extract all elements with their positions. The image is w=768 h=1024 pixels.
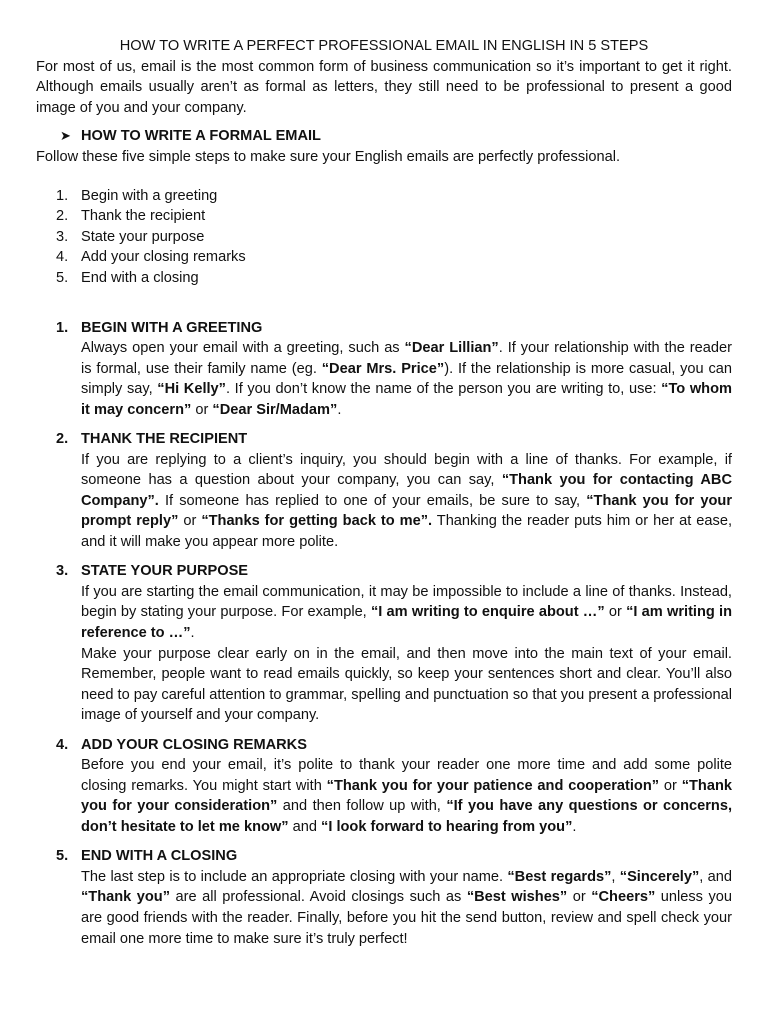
text-run: Before you end your email, it’s polite to thank your reader one more time and add some polite closing remarks. You might start with xyxy=(81,757,732,794)
text-run: or xyxy=(191,401,213,418)
text-run: If you are replying to a client’s inquiry, you should begin with a line of thanks. For example, if someone has a question about your company, you can say, xyxy=(81,451,732,489)
bold-phrase: “Thank you for your patience and cooperation” xyxy=(326,777,660,794)
step-heading: THANK THE RECIPIENT xyxy=(81,431,248,448)
step-section xyxy=(36,735,732,838)
overview-item-number: 1. xyxy=(56,187,69,204)
bold-phrase: “Thank you for contacting ABC Company”. xyxy=(81,472,732,509)
bold-phrase: “Dear Lillian” xyxy=(404,340,499,357)
text-run: or xyxy=(604,604,627,621)
overview-item-text: End with a closing xyxy=(81,269,199,286)
text-run: Thanking the reader puts him or her at ease, and it will make you appear more polite. xyxy=(81,513,733,551)
overview-item-number: 3. xyxy=(56,228,69,245)
bold-phrase: “Dear Mrs. Price” xyxy=(321,360,445,377)
step-number: 4. xyxy=(56,736,69,753)
text-run: If you are starting the email communication, it may be impossible to include a line of thanks. Instead, begin by stating your purpose. For example, xyxy=(81,583,732,621)
text-run: ). If the relationship is more casual, you can simply say, xyxy=(81,360,732,398)
overview-list-item xyxy=(36,268,732,289)
text-run: or xyxy=(659,777,682,794)
bold-phrase: “I am writing to enquire about …” xyxy=(370,604,605,621)
step-heading: END WITH A CLOSING xyxy=(81,848,238,865)
bold-phrase: “Thank you for your consideration” xyxy=(81,777,732,815)
text-run: The last step is to include an appropriate closing with your name. xyxy=(81,868,508,885)
text-run: unless you are good friends with the reader. Finally, before you hit the send button, review and spell check your email one more time to make sure it’s truly perfect! xyxy=(81,889,733,947)
bold-phrase: “Dear Sir/Madam” xyxy=(212,401,338,418)
overview-list-item xyxy=(36,206,732,227)
arrow-bullet-icon: ➤ xyxy=(60,128,71,144)
overview-item-number: 2. xyxy=(56,208,69,225)
bold-phrase: “Cheers” xyxy=(591,889,656,906)
text-run: . xyxy=(190,625,195,642)
overview-list-item xyxy=(36,186,732,207)
bold-phrase: “Thanks for getting back to me”. xyxy=(201,513,433,530)
text-run: . xyxy=(572,818,577,835)
text-run: or xyxy=(178,513,202,530)
text-run: . If you don’t know the name of the person you are writing to, use: xyxy=(225,381,662,398)
step-section xyxy=(36,318,732,421)
step-heading: STATE YOUR PURPOSE xyxy=(81,563,249,580)
bold-phrase: “Thank you” xyxy=(81,889,171,906)
step-body-paragraph xyxy=(81,867,732,949)
step-body-paragraph xyxy=(81,338,732,420)
overview-list-item xyxy=(36,247,732,268)
text-run: are all professional. Avoid closings such as xyxy=(170,889,467,906)
section-heading xyxy=(36,126,732,147)
section-intro: Follow these five simple steps to make sure your English emails are perfectly professional. xyxy=(36,148,621,165)
text-run: , and xyxy=(699,868,732,885)
bold-phrase: “Sincerely” xyxy=(619,868,700,885)
text-run: Always open your email with a greeting, such as xyxy=(81,340,405,357)
step-section xyxy=(36,846,732,949)
text-run: . xyxy=(337,401,342,418)
text-run: . If your relationship with the reader is formal, use their family name (eg. xyxy=(81,340,732,377)
intro-paragraph: For most of us, email is the most common form of business communication so it’s important to get it right. Although emails usually aren’t as formal as letters, they still need to be professional to present a good image of you and your company. xyxy=(36,58,732,116)
overview-list-item xyxy=(36,227,732,248)
step-body-paragraph xyxy=(81,644,732,726)
step-number: 2. xyxy=(56,431,69,448)
overview-item-number: 5. xyxy=(56,269,69,286)
step-body-paragraph xyxy=(81,450,732,553)
steps-list xyxy=(36,318,732,950)
overview-item-text: Begin with a greeting xyxy=(81,187,218,204)
bold-phrase: “Best wishes” xyxy=(466,889,568,906)
step-heading: BEGIN WITH A GREETING xyxy=(81,319,263,336)
step-section xyxy=(36,561,732,726)
bold-phrase: “I look forward to hearing from you” xyxy=(321,818,573,835)
text-run: , xyxy=(611,868,620,885)
section-heading-text: HOW TO WRITE A FORMAL EMAIL xyxy=(81,128,321,145)
step-number: 5. xyxy=(56,848,69,865)
step-body-paragraph xyxy=(81,582,732,644)
text-run: If someone has replied to one of your emails, be sure to say, xyxy=(158,492,587,509)
text-run: and xyxy=(288,818,322,835)
text-run: Make your purpose clear early on in the email, and then move into the main text of your email. Remember, people want to read emails quickly, so keep your sentences short and clear. You’ll also need to pay careful attention to grammar, spelling and punctuation so that you present a professional image of yourself and your company. xyxy=(81,645,732,724)
step-section xyxy=(36,429,732,553)
bold-phrase: “Hi Kelly” xyxy=(157,381,226,398)
overview-item-text: State your purpose xyxy=(81,228,205,245)
overview-item-text: Thank the recipient xyxy=(81,208,206,225)
step-number: 1. xyxy=(56,319,69,336)
overview-list xyxy=(36,186,732,289)
bold-phrase: “Best regards” xyxy=(507,868,612,885)
step-number: 3. xyxy=(56,563,69,580)
step-body-paragraph xyxy=(81,755,732,837)
bold-phrase: “Thank you for your prompt reply” xyxy=(81,492,733,530)
overview-item-number: 4. xyxy=(56,249,69,266)
bold-phrase: “To whom it may concern” xyxy=(81,381,732,418)
bold-phrase: “I am writing in reference to …” xyxy=(81,604,732,642)
text-run: and then follow up with, xyxy=(277,798,447,815)
document-title: HOW TO WRITE A PERFECT PROFESSIONAL EMAIL IN ENGLISH IN 5 STEPS xyxy=(119,38,649,54)
bold-phrase: “If you have any questions or concerns, don’t hesitate to let me know” xyxy=(81,798,732,835)
overview-item-text: Add your closing remarks xyxy=(81,249,246,266)
step-heading: ADD YOUR CLOSING REMARKS xyxy=(81,736,307,753)
text-run: or xyxy=(567,889,592,906)
